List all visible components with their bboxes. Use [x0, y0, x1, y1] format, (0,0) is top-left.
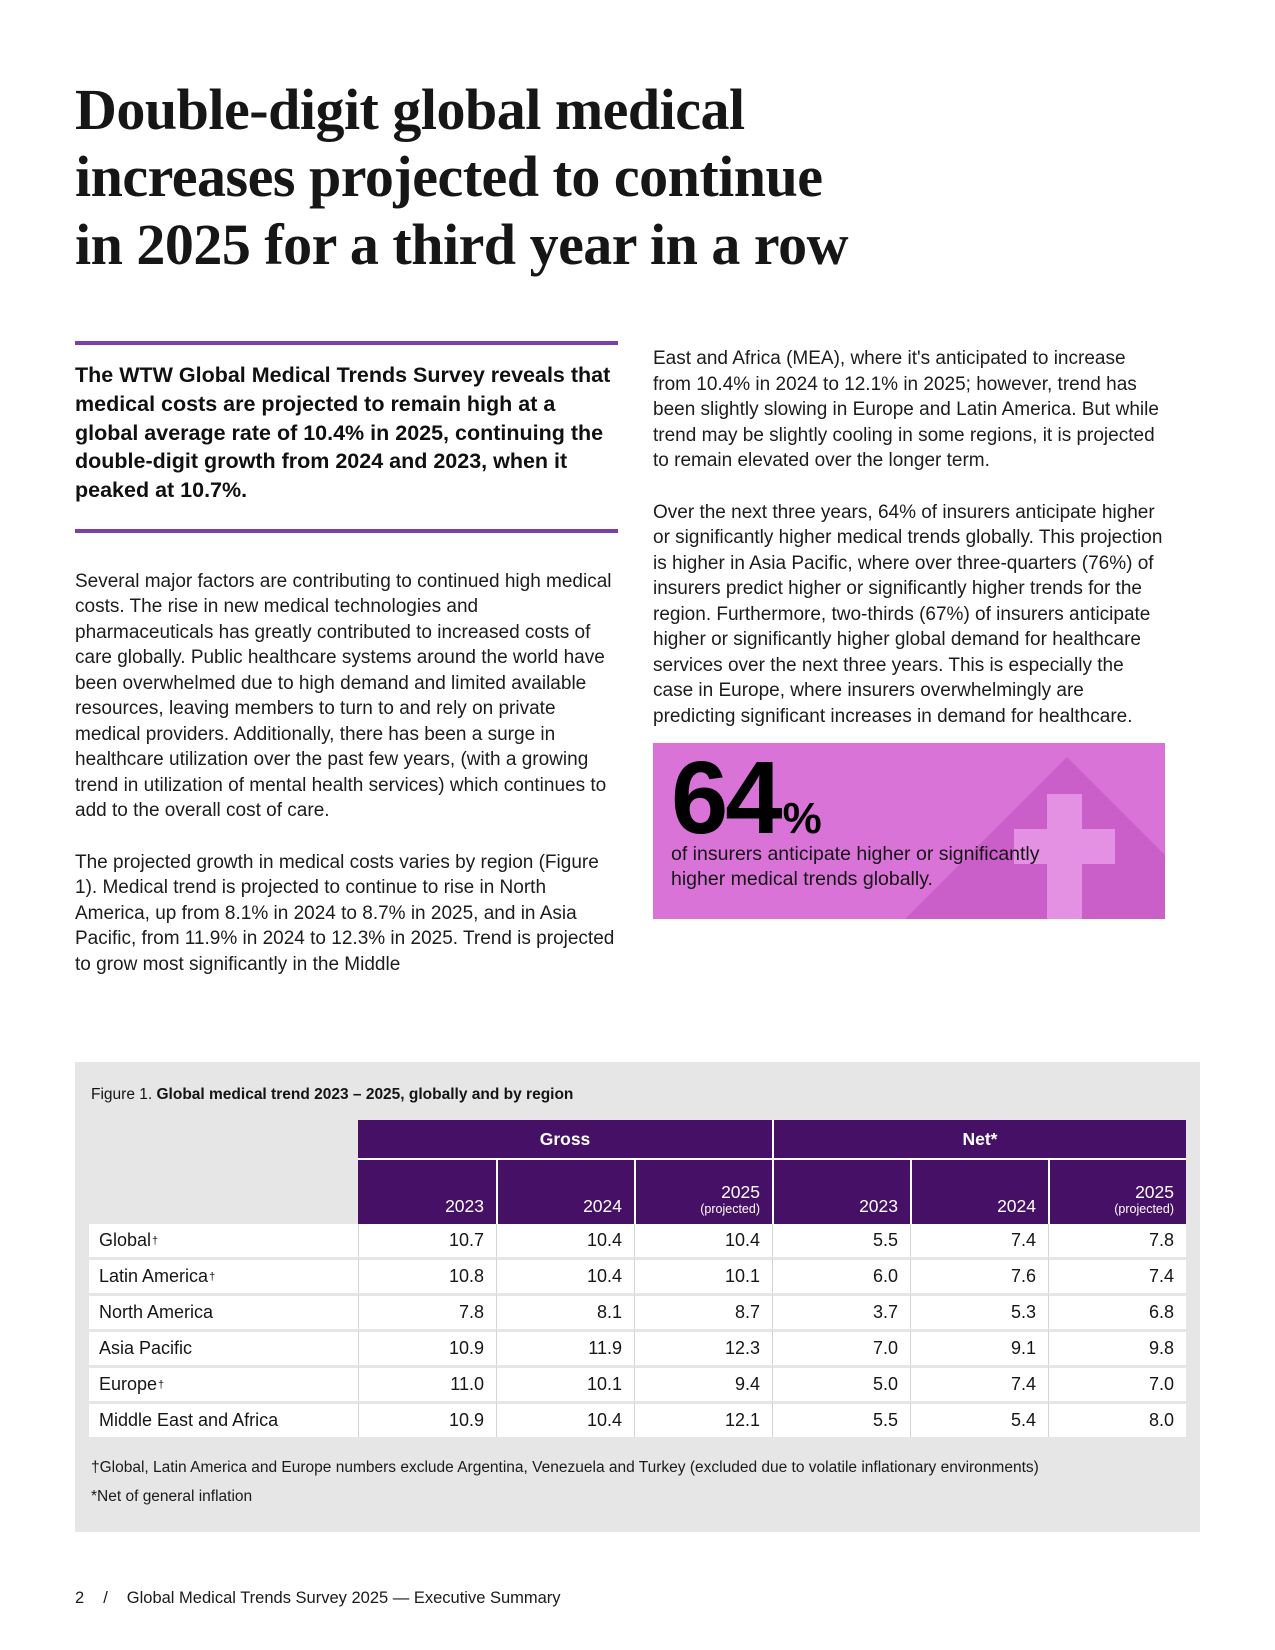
value-cell: 9.8	[1048, 1329, 1186, 1365]
intro-paragraph: The WTW Global Medical Trends Survey reveals that medical costs are projected to remain high at a global average rate of 10.4% in 2025, continuing the double-digit growth from 2024 and 2023, when it peaked at 10.7%.	[75, 363, 611, 503]
table-row	[89, 1365, 1186, 1401]
right-column	[653, 341, 1165, 977]
value-cell: 10.9	[358, 1329, 496, 1365]
page-title-line: in 2025 for a third year in a row	[75, 211, 848, 277]
value-cell: 7.8	[358, 1293, 496, 1329]
stat-value: 64	[671, 743, 780, 855]
two-column-body	[75, 341, 1165, 977]
value-cell: 11.0	[358, 1365, 496, 1401]
value-cell: 10.4	[496, 1224, 634, 1257]
figure-caption-prefix: Figure 1.	[91, 1086, 153, 1103]
figure-caption	[89, 1086, 1186, 1104]
page-footer	[75, 1589, 561, 1608]
table-row	[89, 1293, 1186, 1329]
value-cell: 12.3	[634, 1329, 772, 1365]
stat-caption: of insurers anticipate higher or significantly higher medical trends globally.	[671, 843, 1040, 891]
figure-caption-title: Global medical trend 2023 – 2025, globally and by region	[156, 1086, 574, 1103]
figure-1-panel	[75, 1062, 1200, 1532]
body-paragraph: The projected growth in medical costs varies by region (Figure 1). Medical trend is projected to continue to rise in North America, up from 8.1% in 2024 to 8.7% in 2025, and in Asia Pacific, from 11.9% in 2024 to 12.3% in 2025. Trend is projected to grow most significantly in the Middle	[75, 851, 615, 975]
value-cell: 10.4	[496, 1401, 634, 1437]
footnote: *Net of general inflation	[91, 1488, 253, 1506]
figure-footnotes	[89, 1453, 1186, 1512]
left-column	[75, 341, 618, 977]
stat-figure	[653, 743, 1165, 855]
value-cell: 5.0	[772, 1365, 910, 1401]
value-cell: 9.1	[910, 1329, 1048, 1365]
year-header: 2024	[910, 1158, 1048, 1224]
value-cell: 10.9	[358, 1401, 496, 1437]
value-cell: 7.4	[1048, 1257, 1186, 1293]
value-cell: 5.3	[910, 1293, 1048, 1329]
region-cell: Middle East and Africa	[89, 1401, 358, 1437]
value-cell: 10.1	[634, 1257, 772, 1293]
footer-separator: /	[103, 1589, 108, 1607]
value-cell: 7.8	[1048, 1224, 1186, 1257]
accent-rule-bottom	[75, 529, 618, 533]
footnote: †Global, Latin America and Europe numbers exclude Argentina, Venezuela and Turkey (excluded due to volatile inflationary environments)	[91, 1459, 1039, 1476]
footer-title: Global Medical Trends Survey 2025 — Executive Summary	[126, 1589, 561, 1607]
value-cell: 7.4	[910, 1224, 1048, 1257]
region-cell: Latin America †	[89, 1257, 358, 1293]
table-row	[89, 1224, 1186, 1257]
year-header: 2023	[772, 1158, 910, 1224]
value-cell: 10.1	[496, 1365, 634, 1401]
value-cell: 10.8	[358, 1257, 496, 1293]
value-cell: 10.4	[634, 1224, 772, 1257]
year-header: 2025 (projected)	[634, 1158, 772, 1224]
accent-rule-top	[75, 341, 618, 345]
body-paragraph: East and Africa (MEA), where it's anticipated to increase from 10.4% in 2024 to 12.1% in 2025; however, trend has been slightly slowing in Europe and Latin America. But while trend may be slightly cooling in some regions, it is projected to remain elevated over the longer term.	[653, 348, 1159, 471]
table-row	[89, 1257, 1186, 1293]
value-cell: 6.8	[1048, 1293, 1186, 1329]
medical-trend-table	[89, 1120, 1186, 1437]
value-cell: 7.0	[772, 1329, 910, 1365]
value-cell: 6.0	[772, 1257, 910, 1293]
year-header: 2025 (projected)	[1048, 1158, 1186, 1224]
table-year-header-row	[89, 1158, 1186, 1224]
page-title-line: Double-digit global medical	[75, 77, 745, 142]
body-paragraph: Over the next three years, 64% of insurers anticipate higher or significantly higher medical trends globally. This projection is higher in Asia Pacific, where over three-quarters (76%) of insurers predict higher or significantly higher trends for the region. Furthermore, two-thirds (67%) of insurers anticipate higher or significantly higher global demand for healthcare services over the next three years. This is especially the case in Europe, where insurers overwhelmingly are predicting significant increases in demand for healthcare.	[653, 501, 1163, 727]
group-header-gross: Gross	[358, 1120, 772, 1158]
value-cell: 11.9	[496, 1329, 634, 1365]
value-cell: 5.5	[772, 1401, 910, 1437]
value-cell: 7.0	[1048, 1365, 1186, 1401]
table-row	[89, 1329, 1186, 1365]
value-cell: 7.4	[910, 1365, 1048, 1401]
stat-callout	[653, 743, 1165, 919]
region-cell: Global †	[89, 1224, 358, 1257]
year-header: 2024	[496, 1158, 634, 1224]
group-header-net: Net*	[772, 1120, 1186, 1158]
page-number: 2	[75, 1589, 85, 1607]
page-title-line: increases projected to continue	[75, 144, 823, 210]
table-corner-cell	[89, 1158, 358, 1224]
region-cell: North America	[89, 1293, 358, 1329]
value-cell: 9.4	[634, 1365, 772, 1401]
year-header: 2023	[358, 1158, 496, 1224]
value-cell: 8.1	[496, 1293, 634, 1329]
stat-unit: %	[782, 794, 822, 843]
value-cell: 12.1	[634, 1401, 772, 1437]
value-cell: 3.7	[772, 1293, 910, 1329]
value-cell: 5.4	[910, 1401, 1048, 1437]
page-title	[75, 76, 1055, 278]
region-cell: Europe †	[89, 1365, 358, 1401]
table-group-header-row	[89, 1120, 1186, 1158]
region-cell: Asia Pacific	[89, 1329, 358, 1365]
value-cell: 5.5	[772, 1224, 910, 1257]
table-row	[89, 1401, 1186, 1437]
value-cell: 8.0	[1048, 1401, 1186, 1437]
value-cell: 10.4	[496, 1257, 634, 1293]
value-cell: 8.7	[634, 1293, 772, 1329]
body-paragraph: Several major factors are contributing to continued high medical costs. The rise in new medical technologies and pharmaceuticals has greatly contributed to increased costs of care globally. Public healthcare systems around the world have been overwhelmed due to high demand and limited available resources, leaving members to turn to and rely on private medical providers. Additionally, there has been a surge in healthcare utilization over the past few years, (with a growing trend in utilization of mental health services) which continues to add to the overall cost of care.	[75, 570, 612, 822]
value-cell: 10.7	[358, 1224, 496, 1257]
value-cell: 7.6	[910, 1257, 1048, 1293]
